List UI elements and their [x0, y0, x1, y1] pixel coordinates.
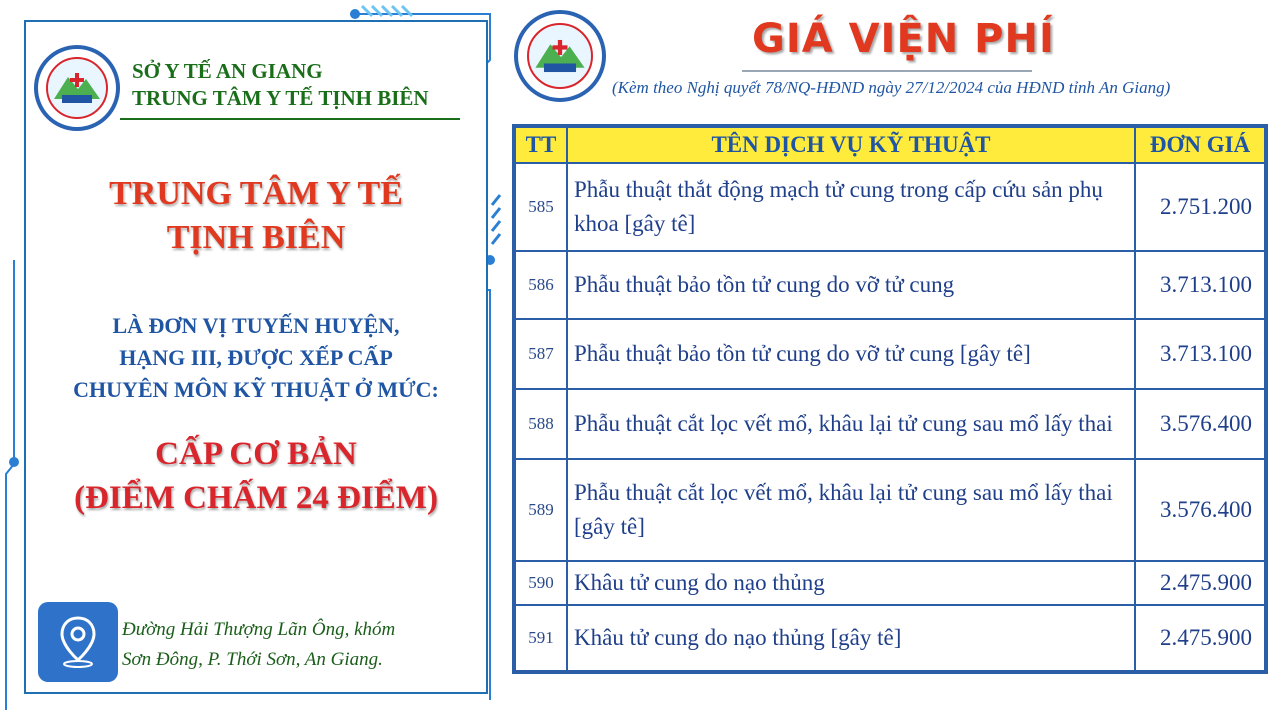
row-number: 588	[515, 389, 567, 459]
table-row	[515, 605, 1265, 671]
location-pin-icon	[38, 602, 118, 682]
table-header-row	[515, 127, 1265, 163]
service-name: Khâu tử cung do nạo thủng	[567, 561, 1135, 605]
table-row	[515, 163, 1265, 251]
level-score: (ĐIỂM CHẤM 24 ĐIỂM)	[74, 480, 438, 516]
table-row	[515, 319, 1265, 389]
row-number: 590	[515, 561, 567, 605]
unit-price: 2.475.900	[1135, 561, 1265, 605]
center-title-line1: TRUNG TÂM Y TẾ	[109, 175, 403, 212]
table-row	[515, 561, 1265, 605]
hospital-logo-icon	[514, 10, 606, 102]
table-row	[515, 389, 1265, 459]
row-number: 587	[515, 319, 567, 389]
org-parent-name: SỞ Y TẾ AN GIANG	[132, 59, 323, 83]
resolution-reference: (Kèm theo Nghị quyết 78/NQ-HĐND ngày 27/12/2024 của HĐND tỉnh An Giang)	[612, 78, 1171, 97]
center-title-line2: TỊNH BIÊN	[166, 219, 346, 256]
technical-level	[26, 432, 486, 520]
address	[122, 615, 395, 675]
table-row	[515, 251, 1265, 319]
row-number: 591	[515, 605, 567, 671]
title-divider	[742, 70, 1032, 72]
row-number: 585	[515, 163, 567, 251]
unit-price: 3.713.100	[1135, 319, 1265, 389]
unit-price: 3.713.100	[1135, 251, 1265, 319]
unit-price: 2.751.200	[1135, 163, 1265, 251]
price-list-title: GIÁ VIỆN PHÍ	[752, 16, 1055, 62]
price-list-panel	[512, 6, 1280, 706]
header-service-name: TÊN DỊCH VỤ KỸ THUẬT	[567, 127, 1135, 163]
row-number: 589	[515, 459, 567, 561]
row-number: 586	[515, 251, 567, 319]
unit-price: 2.475.900	[1135, 605, 1265, 671]
header-tt: TT	[515, 127, 567, 163]
address-line: Đường Hải Thượng Lãn Ông, khóm	[122, 619, 396, 640]
table-row	[515, 459, 1265, 561]
service-name: Phẫu thuật bảo tồn tử cung do vỡ tử cung	[567, 251, 1135, 319]
desc-line: HẠNG III, ĐƯỢC XẾP CẤP	[119, 345, 393, 370]
service-name: Phẫu thuật bảo tồn tử cung do vỡ tử cung [gây tê]	[567, 319, 1135, 389]
address-line: Sơn Đông, P. Thới Sơn, An Giang.	[122, 649, 383, 670]
org-name: TRUNG TÂM Y TẾ TỊNH BIÊN	[132, 86, 429, 110]
classification-description	[26, 310, 486, 406]
org-divider	[120, 118, 460, 120]
header-unit-price: ĐƠN GIÁ	[1135, 127, 1265, 163]
service-name: Phẫu thuật cắt lọc vết mổ, khâu lại tử cung sau mổ lấy thai	[567, 389, 1135, 459]
service-name: Phẫu thuật cắt lọc vết mổ, khâu lại tử cung sau mổ lấy thai [gây tê]	[567, 459, 1135, 561]
level-name: CẤP CƠ BẢN	[155, 436, 357, 472]
service-name: Phẫu thuật thắt động mạch tử cung trong cấp cứu sản phụ khoa [gây tê]	[567, 163, 1135, 251]
service-price-table	[512, 124, 1268, 674]
desc-line: LÀ ĐƠN VỊ TUYẾN HUYỆN,	[112, 313, 400, 338]
unit-price: 3.576.400	[1135, 459, 1265, 561]
unit-price: 3.576.400	[1135, 389, 1265, 459]
hospital-info-card	[24, 20, 488, 694]
service-name: Khâu tử cung do nạo thủng [gây tê]	[567, 605, 1135, 671]
hospital-logo-icon	[34, 45, 120, 131]
desc-line: CHUYÊN MÔN KỸ THUẬT Ở MỨC:	[73, 377, 439, 402]
